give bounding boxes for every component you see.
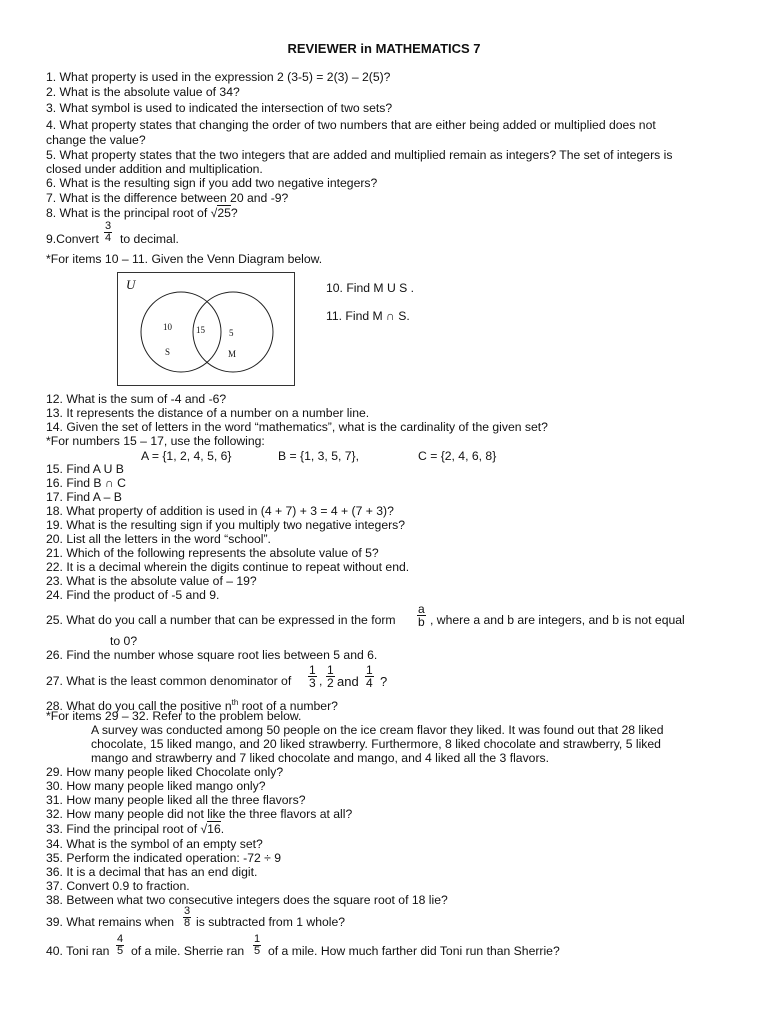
sets-instruction: *For numbers 15 – 17, use the following:: [46, 434, 265, 448]
question-4: 4. What property states that changing the order of two numbers that are either being added or multiplied does not: [46, 118, 656, 132]
venn-circles: [118, 273, 294, 385]
question-25-cont: to 0?: [110, 634, 138, 648]
document-title: REVIEWER in MATHEMATICS 7: [287, 41, 481, 56]
question-8: 8. What is the principal root of √25?: [46, 206, 238, 220]
question-6: 6. What is the resulting sign if you add two negative integers?: [46, 176, 378, 190]
question-5-cont: closed under addition and multiplication.: [46, 162, 263, 176]
question-40-mid: of a mile. Sherrie ran: [131, 944, 245, 958]
venn-diagram: [117, 272, 295, 386]
question-21: 21. Which of the following represents the absolute value of 5?: [46, 546, 379, 560]
question-24: 24. Find the product of -5 and 9.: [46, 588, 220, 602]
fraction-3-4: $\frac{3}{4}$: [105, 220, 112, 244]
venn-m-only: 5: [229, 328, 234, 338]
question-20: 20. List all the letters in the word “school”.: [46, 532, 271, 546]
square-root-25: √25: [210, 206, 231, 220]
fraction-a-b: $\frac{a}{b}$: [418, 602, 425, 629]
question-25-text: 25. What do you call a number that can be expressed in the form: [46, 613, 396, 627]
question-9-rest: to decimal.: [120, 232, 179, 246]
fraction-4-5: $\frac{4}{5}$: [117, 933, 124, 957]
question-27-text: 27. What is the least common denominator of: [46, 674, 292, 688]
survey-text-2: chocolate, 15 liked mango, and 20 liked strawberry. Furthermore, 8 liked chocolate and strawberry, 5 liked: [91, 737, 661, 751]
question-8-text: 8. What is the principal root of: [46, 206, 208, 220]
square-root-16: √16: [200, 822, 221, 836]
question-30: 30. How many people liked mango only?: [46, 779, 266, 793]
question-36: 36. It is a decimal that has an end digit.: [46, 865, 258, 879]
question-12: 12. What is the sum of -4 and -6?: [46, 392, 227, 406]
venn-instruction: *For items 10 – 11. Given the Venn Diagram below.: [46, 252, 323, 266]
survey-text-1: A survey was conducted among 50 people on the ice cream flavor they liked. It was found out that 28 liked: [91, 723, 664, 737]
question-39-rest: is subtracted from 1 whole?: [196, 915, 346, 929]
question-33: 33. Find the principal root of √16.: [46, 822, 225, 836]
question-16: 16. Find B ∩ C: [46, 476, 126, 490]
set-c: C = {2, 4, 6, 8}: [418, 449, 497, 463]
fraction-1-2: $\frac{1}{2}$: [327, 663, 334, 690]
question-1: 1. What property is used in the expression 2 (3-5) = 2(3) – 2(5)?: [46, 70, 391, 84]
question-31: 31. How many people liked all the three flavors?: [46, 793, 306, 807]
circle-s: [141, 292, 221, 372]
question-5: 5. What property states that the two integers that are added and multiplied remain as integers? The set of integers is: [46, 148, 673, 162]
venn-universe-label: U: [126, 277, 136, 292]
fraction-1-3: $\frac{1}{3}$: [309, 663, 316, 690]
question-9-text: 9.Convert: [46, 232, 99, 246]
question-40-text: 40. Toni ran: [46, 944, 110, 958]
question-2: 2. What is the absolute value of 34?: [46, 85, 240, 99]
question-7: 7. What is the difference between 20 and -9?: [46, 191, 289, 205]
question-27-and: and: [337, 674, 359, 689]
question-3: 3. What symbol is used to indicated the intersection of two sets?: [46, 101, 393, 115]
question-28: 28. What do you call the positive $n^{th}$ root of a number?: [46, 698, 338, 714]
question-19: 19. What is the resulting sign if you multiply two negative integers?: [46, 518, 406, 532]
question-18: 18. What property of addition is used in (4 + 7) + 3 = 4 + (7 + 3)?: [46, 504, 394, 518]
question-15: 15. Find A U B: [46, 462, 124, 476]
question-37: 37. Convert 0.9 to fraction.: [46, 879, 190, 893]
set-a: A = {1, 2, 4, 5, 6}: [141, 449, 232, 463]
fraction-3-8: $\frac{3}{8}$: [184, 905, 191, 929]
survey-instruction: *For items 29 – 32. Refer to the problem below.: [46, 709, 302, 723]
question-38: 38. Between what two consecutive integers does the square root of 18 lie?: [46, 893, 448, 907]
question-39-text: 39. What remains when: [46, 915, 175, 929]
venn-m-label: M: [228, 349, 237, 359]
survey-text-3: mango and strawberry and 7 liked chocolate and mango, and 4 liked all the 3 flavors.: [91, 751, 549, 765]
question-11: 11. Find M ∩ S.: [326, 309, 410, 323]
question-4-cont: change the value?: [46, 133, 146, 147]
question-27-end: ?: [380, 674, 388, 689]
set-b: B = {1, 3, 5, 7},: [278, 449, 359, 463]
fraction-1-5: $\frac{1}{5}$: [254, 933, 261, 957]
question-34: 34. What is the symbol of an empty set?: [46, 837, 263, 851]
question-22: 22. It is a decimal wherein the digits continue to repeat without end.: [46, 560, 410, 574]
fraction-1-4: $\frac{1}{4}$: [366, 663, 373, 690]
question-17: 17. Find A – B: [46, 490, 122, 504]
venn-intersection: 15: [196, 325, 205, 335]
question-13: 13. It represents the distance of a number on a number line.: [46, 406, 370, 420]
question-14: 14. Given the set of letters in the word “mathematics”, what is the cardinality of the given set?: [46, 420, 548, 434]
question-35: 35. Perform the indicated operation: -72 ÷ 9: [46, 851, 282, 865]
question-10: 10. Find M U S .: [326, 281, 415, 295]
question-26: 26. Find the number whose square root lies between 5 and 6.: [46, 648, 378, 662]
question-32: 32. How many people did not like the three flavors at all?: [46, 807, 353, 821]
question-29: 29. How many people liked Chocolate only?: [46, 765, 284, 779]
venn-s-only: 10: [163, 322, 172, 332]
question-23: 23. What is the absolute value of – 19?: [46, 574, 257, 588]
question-25-rest: , where a and b are integers, and b is not equal: [430, 613, 685, 627]
venn-s-label: S: [165, 347, 171, 357]
question-40-rest: of a mile. How much farther did Toni run than Sherrie?: [268, 944, 560, 958]
comma-1: ,: [319, 674, 323, 688]
